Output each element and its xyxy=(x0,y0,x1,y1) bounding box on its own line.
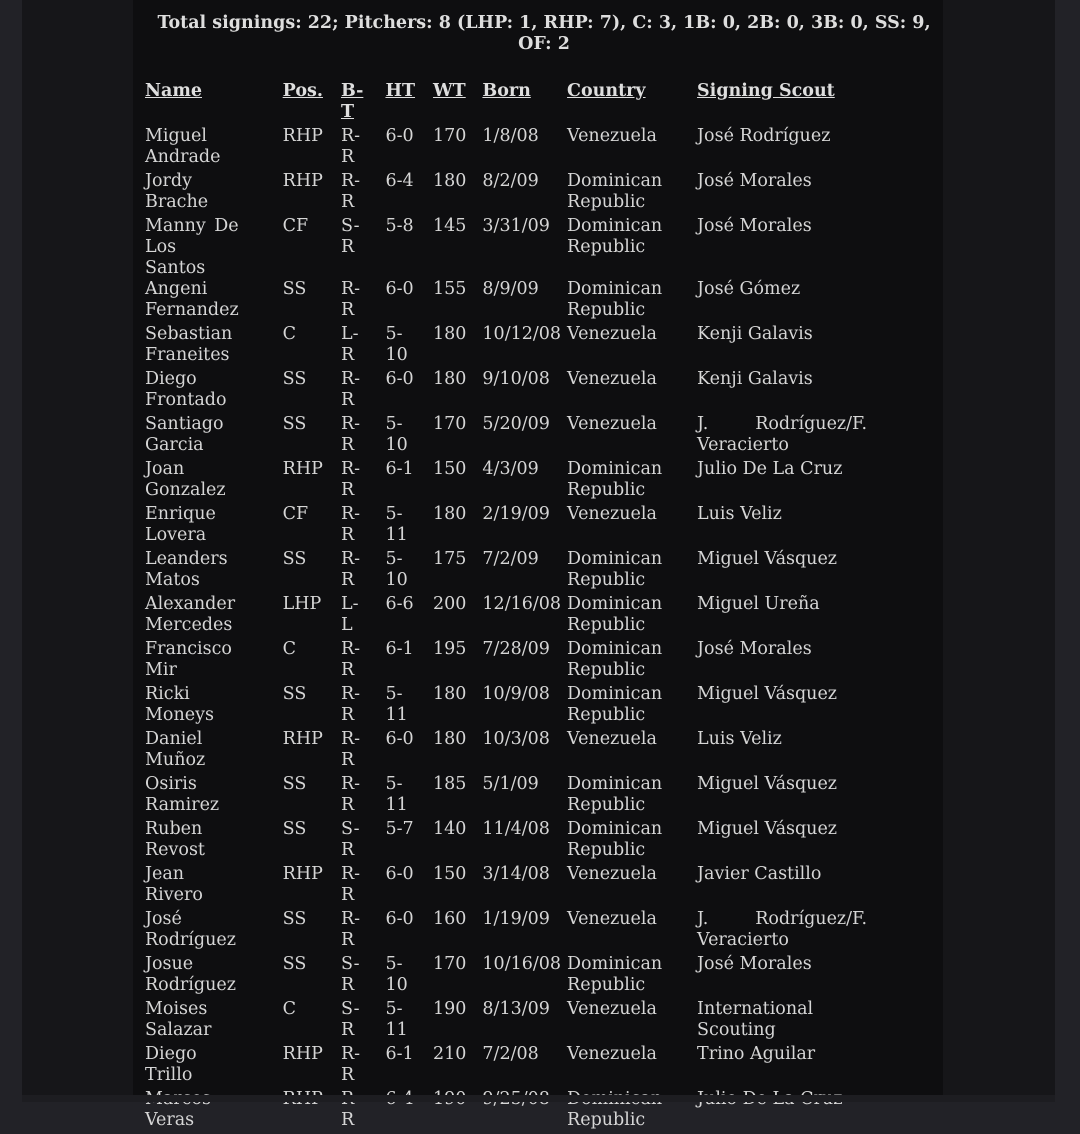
cell-born: 8/9/09 xyxy=(482,279,539,299)
column-header-pos: Pos. xyxy=(282,81,323,101)
cell-pos: SS xyxy=(282,549,307,569)
cell-bt: R xyxy=(340,1110,355,1130)
cell-born: 4/3/09 xyxy=(482,459,539,479)
cell-wt: 180 xyxy=(433,504,467,524)
cell-ht: 5-11 xyxy=(385,999,408,1040)
cell-scout: José Morales xyxy=(697,171,812,191)
cell-ht: 6-1 xyxy=(385,639,414,659)
table-row xyxy=(145,774,875,819)
cell-wt: 180 xyxy=(433,171,467,191)
cell-born: 1/8/08 xyxy=(482,126,539,146)
cell-scout: Kenji Galavis xyxy=(697,324,813,344)
column-header-name: Name xyxy=(145,81,202,101)
cell-scout: J. Rodríguez/F. Veracierto xyxy=(697,909,868,950)
cell-wt: 170 xyxy=(433,954,467,974)
cell-ht: 6-0 xyxy=(385,864,414,884)
cell-wt: 170 xyxy=(433,126,467,146)
cell-pos: C xyxy=(282,999,297,1019)
cell-born: 10/16/08 xyxy=(482,954,562,974)
cell-scout: Miguel Vásquez xyxy=(697,549,838,569)
cell-name: Manny De Los Santos xyxy=(145,216,239,278)
cell-name: Diego Trillo xyxy=(145,1044,197,1085)
cell-pos: SS xyxy=(282,819,307,839)
cell-bt: R-R xyxy=(340,504,361,545)
content-panel xyxy=(22,0,1055,1130)
cell-ht: 6-0 xyxy=(385,279,414,299)
cell-name: Joan Gonzalez xyxy=(145,459,226,500)
cell-country: Venezuela xyxy=(567,369,657,389)
cell-pos: SS xyxy=(282,909,307,929)
cell-pos: RHP xyxy=(282,864,323,884)
cell-country: Dominican Republic xyxy=(567,774,663,815)
cell-born: 5/20/09 xyxy=(482,414,550,434)
cell-bt: R-R xyxy=(340,639,361,680)
cell-pos: LHP xyxy=(282,594,322,614)
cell-ht: 5-7 xyxy=(385,819,414,839)
cell-name: Daniel Muñoz xyxy=(145,729,206,770)
cell-country: Venezuela xyxy=(567,729,657,749)
table-row xyxy=(145,729,875,774)
cell-pos: SS xyxy=(282,684,307,704)
cell-bt: R-R xyxy=(340,369,361,410)
cell-wt: 180 xyxy=(433,369,467,389)
cell-born: 5/1/09 xyxy=(482,774,539,794)
cell-wt: 150 xyxy=(433,864,467,884)
cell-bt: S-R xyxy=(340,216,360,257)
table-row xyxy=(145,684,875,729)
column-header-country: Country xyxy=(567,81,646,101)
cell-name: Alexander Mercedes xyxy=(145,594,236,635)
cell-born: 7/28/09 xyxy=(482,639,550,659)
cell-country: Dominican Republic xyxy=(567,279,663,320)
cell-bt: R-R xyxy=(340,171,361,212)
table-row xyxy=(145,954,875,999)
cell-born: 12/16/08 xyxy=(482,594,562,614)
cell-bt: R-R xyxy=(340,684,361,725)
column-header-born: Born xyxy=(482,81,531,101)
cell-scout: Miguel Vásquez xyxy=(697,819,838,839)
signings-table-body xyxy=(145,126,875,1134)
cell-wt: 185 xyxy=(433,774,467,794)
cell-born: 1/19/09 xyxy=(482,909,550,929)
cell-wt: 150 xyxy=(433,459,467,479)
cell-born: 10/12/08 xyxy=(482,324,562,344)
table-row xyxy=(145,369,875,414)
cell-ht: 6-6 xyxy=(385,594,414,614)
cell-pos: RHP xyxy=(282,1044,323,1064)
post-area xyxy=(133,0,943,1130)
signings-table xyxy=(145,81,875,1134)
cell-scout: Miguel Ureña xyxy=(697,594,820,614)
table-row xyxy=(145,171,875,216)
cell-bt: R-R xyxy=(340,459,361,500)
cell-ht: 6-1 xyxy=(385,459,414,479)
cell-wt: 195 xyxy=(433,639,467,659)
cell-name: Osiris Ramirez xyxy=(145,774,220,815)
cell-bt: R-R xyxy=(340,549,361,590)
column-header-ht: HT xyxy=(385,81,416,101)
cell-pos: CF xyxy=(282,216,309,236)
cell-born: 2/19/09 xyxy=(482,504,550,524)
cell-pos: C xyxy=(282,324,297,344)
cell-wt: 155 xyxy=(433,279,467,299)
cell-name: Leanders Matos xyxy=(145,549,228,590)
cell-ht: 6-0 xyxy=(385,729,414,749)
signings-summary: Total signings: 22; Pitchers: 8 (LHP: 1, RHP: 7), C: 3, 1B: 0, 2B: 0, 3B: 0, SS: 9, OF: 2 xyxy=(157,13,931,54)
cell-name: Diego Frontado xyxy=(145,369,227,410)
cell-ht: 6-0 xyxy=(385,369,414,389)
cell-scout: Miguel Vásquez xyxy=(697,774,838,794)
cell-pos: SS xyxy=(282,369,307,389)
cell-country: Venezuela xyxy=(567,324,657,344)
cell-country: Dominican Republic xyxy=(567,216,663,257)
cell-country: Dominican Republic xyxy=(567,819,663,860)
cell-scout: Trino Aguilar xyxy=(697,1044,816,1064)
cell-country: Venezuela xyxy=(567,126,657,146)
cell-born: 8/2/09 xyxy=(482,171,539,191)
cell-wt: 170 xyxy=(433,414,467,434)
cell-wt: 175 xyxy=(433,549,467,569)
cell-born: 11/4/08 xyxy=(482,819,550,839)
cell-born: 10/9/08 xyxy=(482,684,550,704)
cell-pos: RHP xyxy=(282,171,323,191)
cell-scout: Kenji Galavis xyxy=(697,369,813,389)
cell-country: Dominican Republic xyxy=(567,639,663,680)
cell-ht: 5-10 xyxy=(385,549,408,590)
cell-pos: SS xyxy=(282,414,307,434)
cell-scout: International Scouting xyxy=(697,999,814,1040)
cell-name: Jean Rivero xyxy=(145,864,203,905)
cell-ht: 5-11 xyxy=(385,504,408,545)
cell-wt: 190 xyxy=(433,999,467,1019)
table-row xyxy=(145,1044,875,1089)
table-row xyxy=(145,549,875,594)
table-row xyxy=(145,126,875,171)
cell-pos: RHP xyxy=(282,459,323,479)
cell-bt: R-R xyxy=(340,279,361,320)
cell-born: 9/10/08 xyxy=(482,369,550,389)
table-row xyxy=(145,819,875,864)
table-row xyxy=(145,459,875,504)
cell-country: Venezuela xyxy=(567,1044,657,1064)
cell-wt: 180 xyxy=(433,324,467,344)
cell-bt: R-R xyxy=(340,909,361,950)
cell-country: Dominican Republic xyxy=(567,954,663,995)
cell-pos: C xyxy=(282,639,297,659)
cell-country: Dominican Republic xyxy=(567,684,663,725)
table-row xyxy=(145,279,875,324)
cell-country: Venezuela xyxy=(567,414,657,434)
cell-bt: R-R xyxy=(340,729,361,770)
cell-bt: S-R xyxy=(340,954,360,995)
cell-wt: 140 xyxy=(433,819,467,839)
cell-name: Moises Salazar xyxy=(145,999,212,1040)
cell-wt: 145 xyxy=(433,216,467,236)
column-header-scout: Signing Scout xyxy=(697,81,835,101)
table-row xyxy=(145,864,875,909)
cell-scout: José Rodríguez xyxy=(697,126,831,146)
cell-scout: José Morales xyxy=(697,639,812,659)
cell-name: Angeni Fernandez xyxy=(145,279,239,320)
cell-name: José Rodríguez xyxy=(145,909,236,950)
cell-bt: L-R xyxy=(340,324,359,365)
cell-ht: 5-8 xyxy=(385,216,414,236)
cell-pos: RHP xyxy=(282,729,323,749)
cell-born: 7/2/09 xyxy=(482,549,539,569)
table-row xyxy=(145,594,875,639)
cell-scout: Luis Veliz xyxy=(697,504,782,524)
cell-pos: RHP xyxy=(282,126,323,146)
table-row xyxy=(145,414,875,459)
column-header-wt: WT xyxy=(433,81,466,101)
cell-pos: SS xyxy=(282,954,307,974)
cell-ht: 6-0 xyxy=(385,126,414,146)
cell-ht: 5-10 xyxy=(385,324,408,365)
cell-ht: 5-10 xyxy=(385,954,408,995)
table-header-row xyxy=(145,81,875,126)
cell-wt: 210 xyxy=(433,1044,467,1064)
cell-scout: Javier Castillo xyxy=(697,864,822,884)
cell-bt: S-R xyxy=(340,999,360,1040)
cell-name: Ricki Moneys xyxy=(145,684,214,725)
cell-name: Veras xyxy=(145,1110,195,1130)
cell-pos: SS xyxy=(282,774,307,794)
cell-name: Enrique Lovera xyxy=(145,504,216,545)
cell-country: Venezuela xyxy=(567,999,657,1019)
table-row xyxy=(145,999,875,1044)
cell-born: 8/13/09 xyxy=(482,999,550,1019)
cell-scout: J. Rodríguez/F. Veracierto xyxy=(697,414,868,455)
cell-name: Josue Rodríguez xyxy=(145,954,236,995)
cell-country: Dominican Republic xyxy=(567,594,663,635)
cell-born: 10/3/08 xyxy=(482,729,550,749)
cell-bt: R-R xyxy=(340,774,361,815)
cell-scout: Luis Veliz xyxy=(697,729,782,749)
cell-country: Dominican Republic xyxy=(567,459,663,500)
cell-bt: R-R xyxy=(340,864,361,905)
cell-bt: L-L xyxy=(340,594,359,635)
cell-bt: R-R xyxy=(340,1044,361,1085)
cell-ht: 6-0 xyxy=(385,909,414,929)
cell-wt: 160 xyxy=(433,909,467,929)
cell-name: Ruben Revost xyxy=(145,819,205,860)
cell-wt: 180 xyxy=(433,684,467,704)
cell-born: 3/31/09 xyxy=(482,216,550,236)
cell-scout: Miguel Vásquez xyxy=(697,684,838,704)
cell-country: Dominican Republic xyxy=(567,549,663,590)
cell-born: 3/14/08 xyxy=(482,864,550,884)
cell-pos: CF xyxy=(282,504,309,524)
column-header-bt: B-T xyxy=(340,81,364,122)
cell-name: Sebastian Franeites xyxy=(145,324,233,365)
table-row xyxy=(145,909,875,954)
cell-scout: José Morales xyxy=(697,216,812,236)
cell-name: Francisco Mir xyxy=(145,639,232,680)
cell-name: Jordy Brache xyxy=(145,171,209,212)
cell-ht: 5-10 xyxy=(385,414,408,455)
cell-country: Venezuela xyxy=(567,909,657,929)
cell-bt: S-R xyxy=(340,819,360,860)
table-row xyxy=(145,504,875,549)
cell-pos: SS xyxy=(282,279,307,299)
cell-name: Santiago Garcia xyxy=(145,414,224,455)
cell-country: Venezuela xyxy=(567,864,657,884)
cell-scout: José Gómez xyxy=(697,279,801,299)
cell-ht: 6-4 xyxy=(385,171,414,191)
cell-name: Miguel Andrade xyxy=(145,126,221,167)
cell-scout: Julio De La Cruz xyxy=(697,459,843,479)
cell-ht: 6-1 xyxy=(385,1044,414,1064)
cell-wt: 180 xyxy=(433,729,467,749)
table-row xyxy=(145,324,875,369)
cell-ht: 5-11 xyxy=(385,774,408,815)
cell-country: Venezuela xyxy=(567,504,657,524)
table-row xyxy=(145,216,875,279)
bottom-divider xyxy=(22,1095,1055,1102)
cell-wt: 200 xyxy=(433,594,467,614)
cell-bt: R-R xyxy=(340,126,361,167)
cell-country: Republic xyxy=(567,1110,646,1130)
cell-born: 7/2/08 xyxy=(482,1044,539,1064)
table-row xyxy=(145,639,875,684)
cell-country: Dominican Republic xyxy=(567,171,663,212)
cell-scout: José Morales xyxy=(697,954,812,974)
cell-bt: R-R xyxy=(340,414,361,455)
cell-ht: 5-11 xyxy=(385,684,408,725)
